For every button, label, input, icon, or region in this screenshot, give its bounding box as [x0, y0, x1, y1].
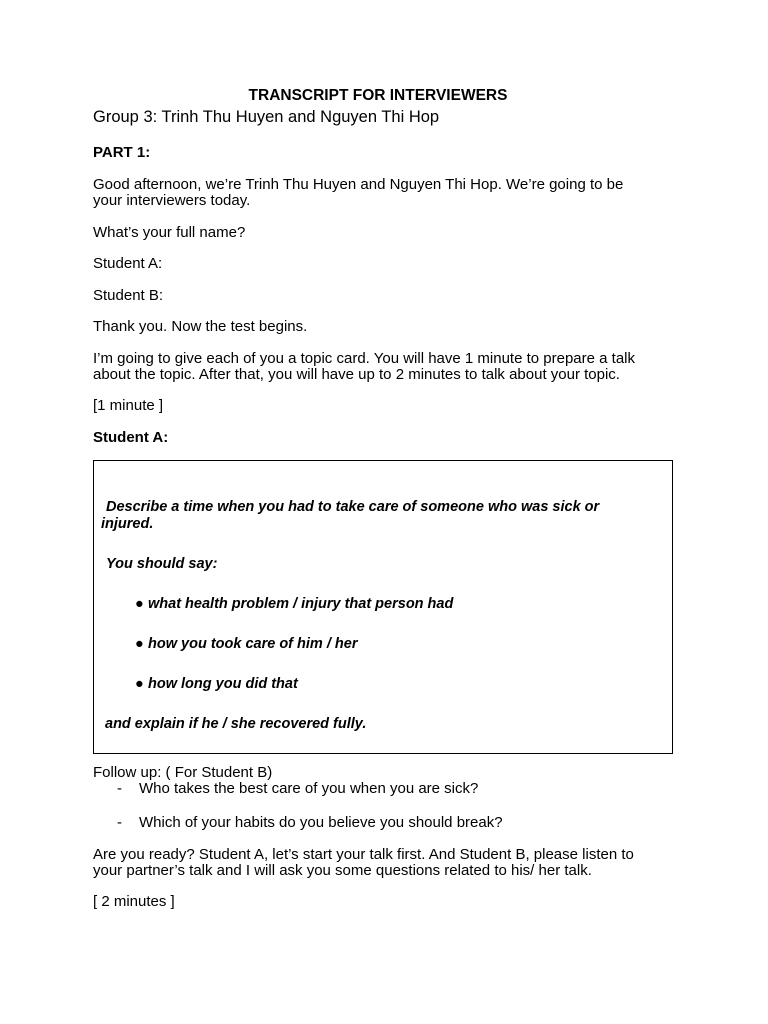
- intro-line-1: Good afternoon, we’re Trinh Thu Huyen and Nguyen Thi Hop. We’re going to be: [93, 176, 624, 193]
- card-bullet-item: [135, 636, 357, 653]
- ready-line-2: your partner’s talk and I will ask you some questions related to his/ her talk.: [93, 862, 592, 879]
- card-bullet-text: how you took care of him / her: [148, 636, 358, 652]
- instructions-line-2: about the topic. After that, you will have up to 2 minutes to talk about your topic.: [93, 366, 620, 383]
- group-line: Group 3: Trinh Thu Huyen and Nguyen Thi Hop: [93, 108, 440, 126]
- card-bullet-text: how long you did that: [148, 676, 298, 692]
- card-bullet-item: [135, 596, 453, 613]
- card-prompt-line-2: injured.: [101, 516, 154, 532]
- bullet-icon: ●: [135, 636, 144, 652]
- topic-card: [93, 460, 673, 754]
- card-closing-line: and explain if he / she recovered fully.: [105, 716, 367, 732]
- part-heading: PART 1:: [93, 144, 151, 161]
- card-bullet-item: [135, 676, 298, 693]
- card-bullet-text: what health problem / injury that person had: [148, 596, 454, 612]
- follow-up-question: Who takes the best care of you when you are sick?: [139, 780, 479, 797]
- student-a-heading: Student A:: [93, 429, 169, 446]
- bullet-icon: ●: [135, 596, 144, 612]
- intro-line-2: your interviewers today.: [93, 192, 251, 209]
- test-begins-line: Thank you. Now the test begins.: [93, 318, 308, 335]
- document-title: TRANSCRIPT FOR INTERVIEWERS: [248, 87, 508, 104]
- follow-up-question: Which of your habits do you believe you should break?: [139, 814, 503, 831]
- dash-icon: -: [117, 780, 122, 797]
- question-full-name: What’s your full name?: [93, 224, 246, 241]
- card-prompt-line-1: Describe a time when you had to take care of someone who was sick or: [106, 499, 600, 515]
- dash-icon: -: [117, 814, 122, 831]
- student-a-answer-label: Student A:: [93, 255, 163, 272]
- student-b-answer-label: Student B:: [93, 287, 164, 304]
- follow-up-label: Follow up: ( For Student B): [93, 764, 273, 781]
- timer-one-minute: [1 minute ]: [93, 397, 164, 414]
- card-should-say: You should say:: [106, 556, 218, 572]
- timer-two-minutes: [ 2 minutes ]: [93, 893, 175, 910]
- bullet-icon: ●: [135, 676, 144, 692]
- instructions-line-1: I’m going to give each of you a topic card. You will have 1 minute to prepare a talk: [93, 350, 635, 367]
- ready-line-1: Are you ready? Student A, let’s start your talk first. And Student B, please listen to: [93, 846, 634, 863]
